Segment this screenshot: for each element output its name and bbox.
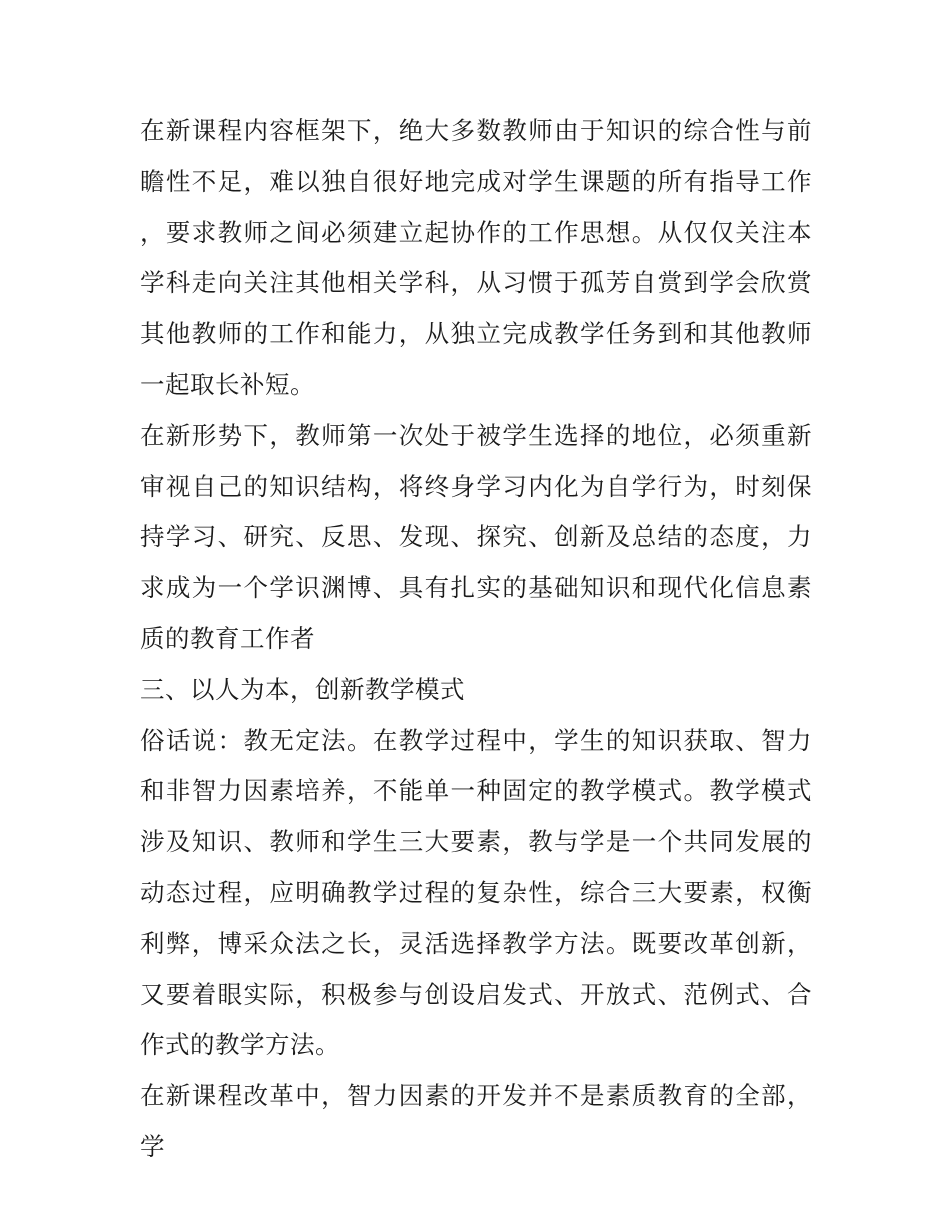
paragraph-lifelong-learning: 在新形势下，教师第一次处于被学生选择的地位，必须重新审视自己的知识结构，将终身学习内化为自学行为，时刻保持学习、研究、反思、发现、探究、创新及总结的态度，力求成为一个学识渊博、具有扎实的基础知识和现代化信息素质的教育工作者	[140, 420, 812, 653]
paragraph-teaching-methods: 俗话说：教无定法。在教学过程中，学生的知识获取、智力和非智力因素培养，不能单一种固定的教学模式。教学模式涉及知识、教师和学生三大要素，教与学是一个共同发展的动态过程，应明确教学过程的复杂性，综合三大要素，权衡利弊，博采众法之长，灵活选择教学方法。既要改革创新，又要着眼实际，积极参与创设启发式、开放式、范例式、合作式的教学方法。	[140, 725, 812, 1060]
paragraph-curriculum-reform: 在新课程改革中，智力因素的开发并不是素质教育的全部，学	[140, 1081, 812, 1161]
paragraph-teacher-collaboration: 在新课程内容框架下，绝大多数教师由于知识的综合性与前瞻性不足，难以独自很好地完成对学生课题的所有指导工作，要求教师之间必须建立起协作的工作思想。从仅仅关注本学科走向关注其他相关学科，从习惯于孤芳自赏到学会欣赏其他教师的工作和能力，从独立完成教学任务到和其他教师一起取长补短。	[140, 116, 812, 399]
document-body	[140, 106, 812, 1173]
section-heading-teaching-model: 三、以人为本，创新教学模式	[140, 674, 465, 704]
